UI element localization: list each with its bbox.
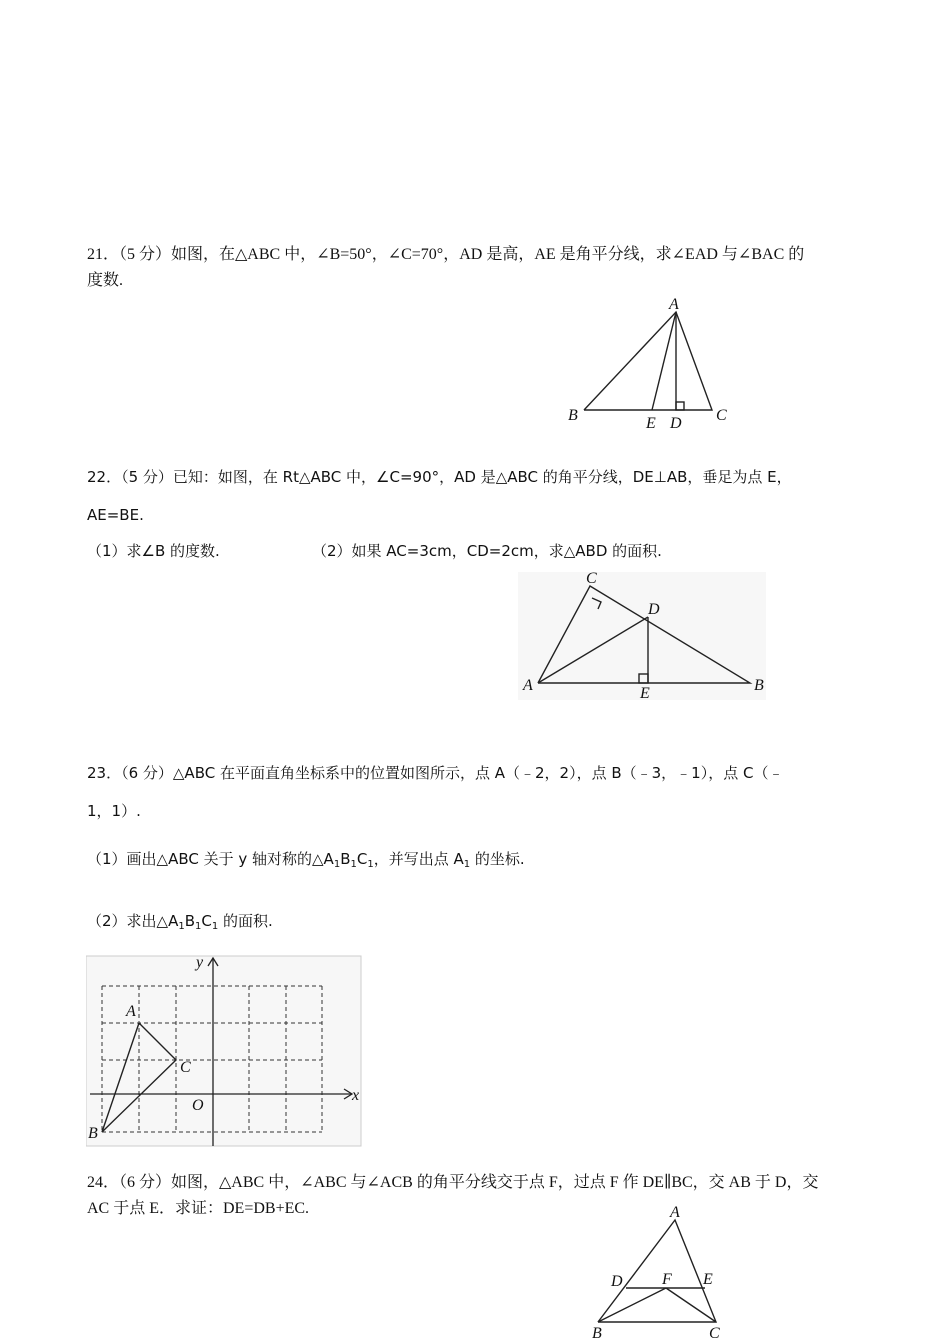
q24-line1: 24．（6 分）如图，△ABC 中，∠ABC 与∠ACB 的角平分线交于点 F，过点 F 作 DE∥BC，交 AB 于 D，交 (87, 1174, 819, 1191)
q22-line1: 22．（5 分）已知：如图，在 Rt△ABC 中，∠C=90°，AD 是△ABC 的角平分线，DE⊥AB，垂足为点 E， (87, 468, 792, 486)
q22-figure (518, 568, 768, 702)
q23-label-a: A (126, 1003, 136, 1020)
q22-label-d: D (648, 601, 660, 618)
q23-label-b: B (88, 1125, 98, 1142)
q23-part1: （1）画出△ABC 关于 y 轴对称的$\triangle A_1B_1C_1$，并写出点 $A_1$ 的坐标. (87, 850, 525, 870)
q22-label-b: B (754, 677, 764, 694)
q22-part1: （1）求∠B 的度数. (87, 542, 220, 560)
q24-label-e: E (703, 1271, 713, 1288)
q23-part2: （2）求出$\triangle A_1B_1C_1$ 的面积. (87, 912, 273, 932)
q24-label-c: C (709, 1325, 720, 1342)
q24-line2: AC 于点 E．求证：DE=DB+EC. (87, 1200, 310, 1217)
q24-label-f: F (662, 1271, 672, 1288)
q22-label-e: E (640, 685, 650, 702)
q21-triangle-abc (584, 312, 712, 410)
q21-label-c: C (716, 407, 727, 424)
q23-line2: 1，1）. (87, 802, 141, 820)
q22-part2: （2）如果 AC=3cm，CD=2cm，求△ABD 的面积. (312, 542, 662, 560)
q21-label-e: E (646, 415, 656, 432)
q21-line2: 度数. (87, 272, 124, 289)
q24-figure (580, 1200, 730, 1344)
q23-label-x: x (352, 1087, 360, 1104)
q22-label-a: A (523, 677, 533, 694)
q22-line2: AE=BE. (87, 506, 144, 524)
q24-label-b: B (592, 1325, 602, 1342)
q21-right-angle-mark (676, 402, 684, 410)
q23-label-o: O (192, 1097, 204, 1114)
q23-label-c: C (180, 1059, 191, 1076)
q21-label-d: D (670, 415, 682, 432)
q24-bisector-bf (598, 1288, 666, 1322)
q21-line1: 21．（5 分）如图，在△ABC 中，∠B=50°，∠C=70°，AD 是高，AE 是角平分线，求∠EAD 与∠BAC 的 (87, 246, 805, 263)
q23-label-y: y (196, 954, 204, 971)
q21-bisector-ae (652, 312, 676, 410)
q22-label-c: C (586, 570, 597, 587)
q24-label-a: A (670, 1204, 680, 1221)
q24-triangle-abc (598, 1220, 716, 1322)
q21-figure (560, 292, 740, 432)
q21-label-a: A (669, 296, 679, 313)
q24-label-d: D (611, 1273, 623, 1290)
q23-line1: 23．（6 分）△ABC 在平面直角坐标系中的位置如图所示，点 A（﹣2，2），点 B（﹣3，﹣1），点 C（﹣ (87, 764, 784, 782)
q21-label-b: B (568, 407, 578, 424)
q23-coordinate-grid (86, 952, 364, 1148)
